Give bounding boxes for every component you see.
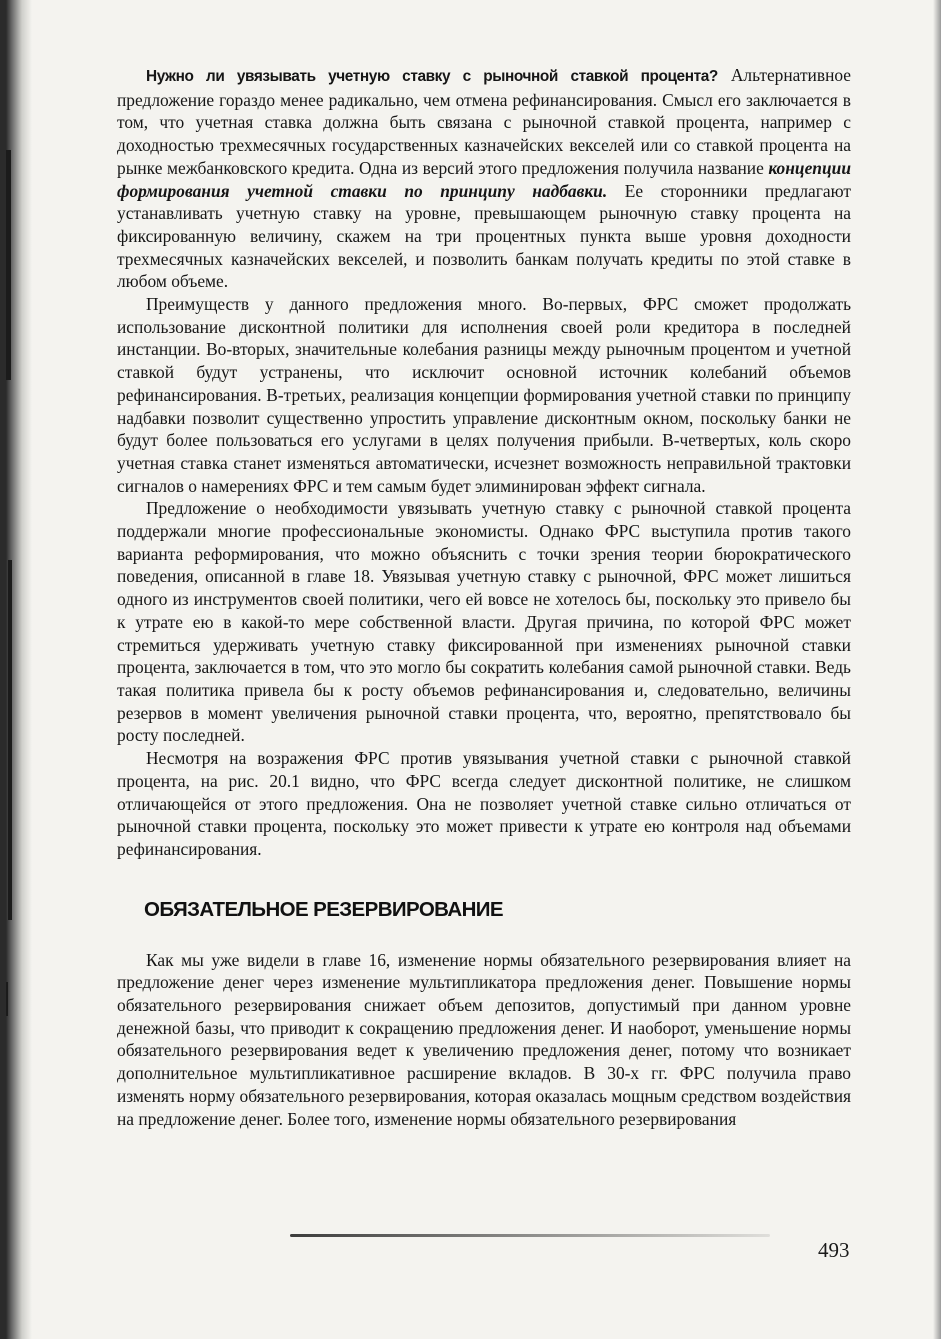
paragraph-term: концепции формирования учетной ставки по принципу надбавки. (117, 157, 851, 201)
paragraph-4: Несмотря на возражения ФРС против увязывания учетной ставки с рыночной ставкой процента, на рис. 20.1 видно, что ФРС всегда следует дисконтной политике, не слишком отличающейся от этого предложения. Она не позволяет учетной ставке сильно отличаться от рыночной ставки процента, поскольку это может привести к утрате ею контроля над объемами рефинансирования. (117, 748, 851, 859)
section-heading: ОБЯЗАТЕЛЬНОЕ РЕЗЕРВИРОВАНИЕ (144, 897, 503, 921)
page-number: 493 (818, 1238, 850, 1262)
scan-mark (8, 560, 12, 920)
paragraph-1 (117, 64, 851, 293)
scan-scratch (290, 1234, 770, 1237)
paragraph-text: Ее сторонники предлагают устанавливать учетную ставку на уровне, превышающем рыночную ставку процента на фиксированную величину, скажем на три процентных пункта выше уровня доходности трехмесячных казначейских векселей, и позволить банкам получать кредиты по этой ставке в любом объеме. (117, 180, 851, 292)
paragraph-3: Предложение о необходимости увязывать учетную ставку с рыночной ставкой процента поддержали многие профессиональные экономисты. Однако ФРС выступила против такого варианта реформирования, что можно объяснить с точки зрения теории бюрократического поведения, описанной в главе 18. Увязывая учетную ставку с рыночной, ФРС может лишиться одного из инструментов своей политики, чего ей вовсе не хотелось бы, поскольку это привело бы к утрате ею в какой-то мере собственной власти. Другая причина, по которой ФРС может стремиться удерживать учетную ставку фиксированной при изменениях рыночной ставки процента, заключается в том, что это могло бы сократить колебания самой рыночной ставки. Ведь такая политика привела бы к росту объемов рефинансирования и, следовательно, величины резервов в момент увеличения рыночной ставки процента, что, вероятно, препятствовало бы росту последней. (117, 498, 851, 746)
section-paragraph: Как мы уже видели в главе 16, изменение нормы обязательного резервирования влияет на предложение денег через изменение мультипликатора предложения денег. Повышение нормы обязательного резервирования снижает объем депозитов, допустимый при данном уровне денежной базы, что приводит к сокращению предложения денег. И наоборот, уменьшение нормы обязательного резервирования ведет к увеличению предложения денег, потому что возникает дополнительное мультипликативное расширение вкладов. В 30-х гг. ФРС получила право изменять норму обязательного резервирования, которая оказалась мощным средством воздействия на предложение денег. Более того, изменение нормы обязательного резервирования (117, 949, 851, 1129)
page-body (117, 64, 851, 1130)
scan-left-edge (0, 0, 32, 1339)
scan-right-edge (933, 0, 941, 1339)
paragraph-2: Преимуществ у данного предложения много. Во-первых, ФРС сможет продолжать использование дисконтной политики для исполнения своей роли кредитора в последней инстанции. Во-вторых, значительные колебания разницы между рыночным процентом и учетной ставкой будут устранены, что исключит основной источник колебаний объемов рефинансирования. В-третьих, реализация концепции формирования учетной ставки по принципу надбавки позволит существенно упростить управление дисконтным окном, поскольку банки не будут более пользоваться его услугами в целях получения прибыли. В-четвертых, коль скоро учетная ставка станет изменяться автоматически, исчезнет возможность неправильной трактовки сигналов о намерениях ФРС и тем самым будет элиминирован эффект сигнала. (117, 294, 851, 496)
paragraph-text: Альтернативное предложение гораздо менее радикально, чем отмена рефинансирования. Смысл его заключается в том, что учетная ставка должна быть связана с рыночной ставкой процента, например с доходностью трехмесячных государственных казначейских векселей или со ставкой процента на рынке межбанковского кредита. Одна из версий этого предложения получила название (117, 65, 852, 178)
scan-mark (6, 150, 11, 380)
paragraph-lead: Нужно ли увязывать учетную ставку с рыночной ставкой процента? (146, 68, 718, 85)
scan-mark (6, 982, 8, 1016)
